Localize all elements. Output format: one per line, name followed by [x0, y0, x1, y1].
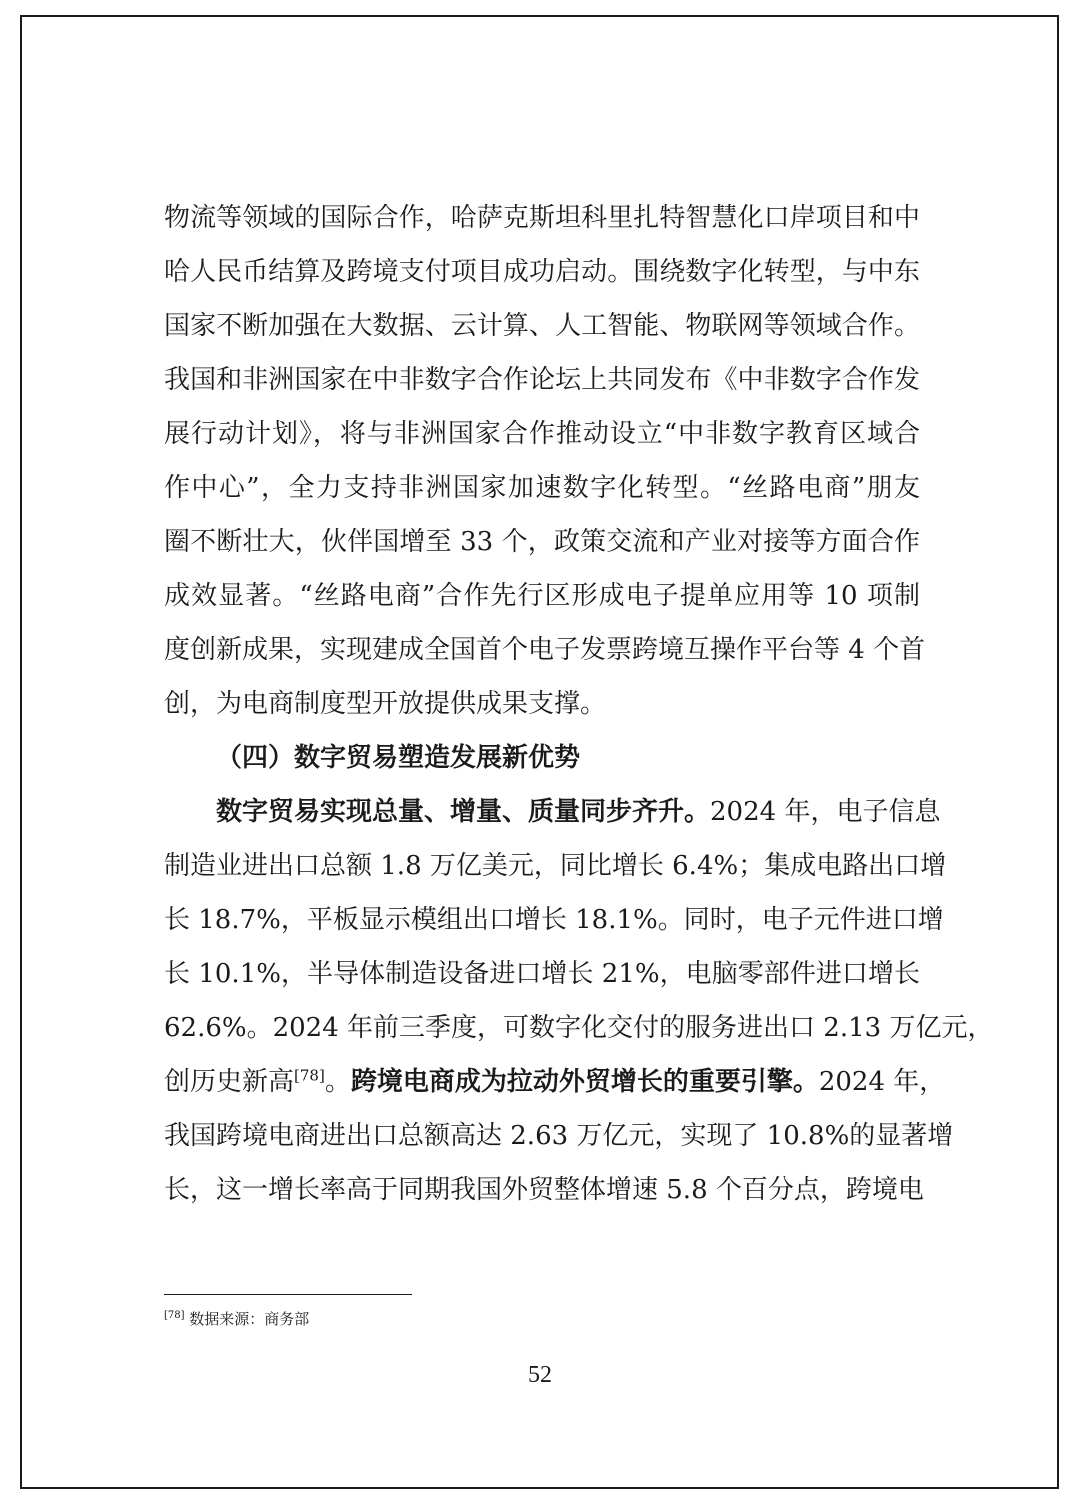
text-line: 创，为电商制度型开放提供成果支撑。 [164, 689, 607, 719]
text-line: 国家不断加强在大数据、云计算、人工智能、物联网等领域合作。 [164, 311, 920, 341]
line-start: 创历史新高 [164, 1067, 295, 1097]
text-line: 展行动计划》，将与非洲国家合作推动设立“中非数字教育区域合 [164, 419, 920, 449]
text-line: 长 18.7%，平板显示模组出口增长 18.1%。同时，电子元件进口增 [164, 905, 944, 935]
text-line: 圈不断壮大，伙伴国增至 33 个，政策交流和产业对接等方面合作 [164, 527, 920, 557]
body-text [164, 191, 994, 1217]
text-line: 作中心”，全力支持非洲国家加速数字化转型。“丝路电商”朋友 [164, 473, 920, 503]
text-line: 度创新成果，实现建成全国首个电子发票跨境互操作平台等 4 个首 [164, 635, 926, 665]
text-line: 哈人民币结算及跨境支付项目成功启动。围绕数字化转型，与中东 [164, 257, 920, 287]
text-line: 我国和非洲国家在中非数字合作论坛上共同发布《中非数字合作发 [164, 365, 920, 395]
lead-sentence: 跨境电商成为拉动外贸增长的重要引擎。 [350, 1067, 819, 1097]
text-line: 62.6%。2024 年前三季度，可数字化交付的服务进出口 2.13 万亿元， [164, 1013, 994, 1043]
footnote-reference[interactable]: [78] [294, 1066, 325, 1085]
footnote-text: 数据来源：商务部 [184, 1310, 310, 1328]
text-line: 我国跨境电商进出口总额高达 2.63 万亿元，实现了 10.8%的显著增 [164, 1121, 954, 1151]
footnote-divider [164, 1294, 412, 1295]
text-line: 长，这一增长率高于同期我国外贸整体增速 5.8 个百分点，跨境电 [164, 1175, 924, 1205]
text-line: 成效显著。“丝路电商”合作先行区形成电子提单应用等 10 项制 [164, 581, 920, 611]
section-heading: （四）数字贸易塑造发展新优势 [216, 743, 581, 773]
text-line: 物流等领域的国际合作，哈萨克斯坦科里扎特智慧化口岸项目和中 [164, 203, 920, 233]
lead-sentence: 数字贸易实现总量、增量、质量同步齐升。 [216, 797, 711, 827]
text-line [164, 1055, 946, 1109]
text-line [164, 785, 941, 839]
line-mid: 。 [324, 1067, 351, 1097]
text-line: 制造业进出口总额 1.8 万亿美元，同比增长 6.4%；集成电路出口增 [164, 851, 947, 881]
line-end: 2024 年， [818, 1067, 946, 1097]
footnote-marker: [78] [164, 1310, 185, 1321]
footnote [164, 1306, 764, 1332]
line-rest: 2024 年，电子信息 [710, 797, 941, 827]
text-line: 长 10.1%，半导体制造设备进口增长 21%，电脑零部件进口增长 [164, 959, 920, 989]
page-number: 52 [528, 1362, 552, 1388]
